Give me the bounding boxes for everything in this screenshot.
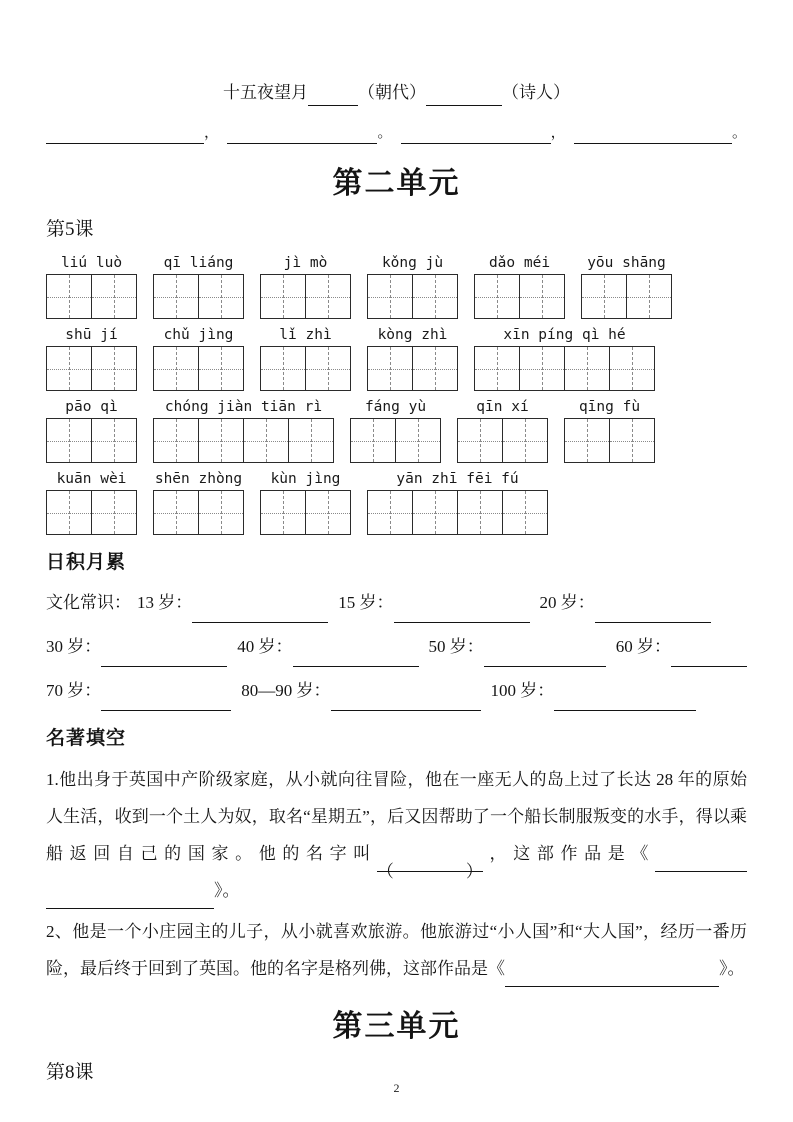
- pinyin-label: jì mò: [283, 255, 328, 271]
- age-entry: [491, 671, 697, 711]
- word-item: [474, 326, 655, 391]
- age-line: [46, 627, 747, 667]
- character-grid: [46, 346, 137, 391]
- poem-blank-segment: [227, 122, 392, 144]
- fill-in-blank: [426, 87, 502, 106]
- writing-cell: [458, 491, 503, 534]
- pinyin-label: qīn xí: [476, 399, 529, 415]
- character-grid: [367, 490, 548, 535]
- fill-in-blank: [401, 127, 551, 144]
- age-line: [46, 671, 747, 711]
- pinyin-label: yān zhī fēi fú: [396, 471, 519, 487]
- age-label: 50 岁：: [428, 637, 484, 656]
- fill-in-blank: [192, 604, 328, 623]
- punctuation: 。: [377, 125, 393, 141]
- age-entry: [46, 627, 227, 667]
- lesson5-title: 第5课: [46, 219, 94, 240]
- writing-cell: [520, 275, 564, 318]
- character-grid: [46, 418, 137, 463]
- fill-in-blank: [554, 692, 696, 711]
- fill-in-blank: [227, 127, 377, 144]
- writing-cell: [627, 275, 671, 318]
- character-grid: [46, 490, 137, 535]
- fill-in-blank: [293, 648, 419, 667]
- writing-cell: [289, 419, 333, 462]
- age-label: 40 岁：: [237, 637, 293, 656]
- age-line: [46, 583, 747, 623]
- age-label: 80—90 岁：: [241, 681, 331, 700]
- fill-in-blank: [505, 968, 557, 987]
- fill-in-blank: [308, 87, 358, 106]
- pinyin-label: fáng yù: [364, 399, 427, 415]
- word-item: [153, 398, 334, 463]
- writing-cell: [154, 491, 199, 534]
- writing-cell: [413, 275, 457, 318]
- word-item: [153, 326, 244, 391]
- age-entry: [46, 671, 231, 711]
- writing-cell: [92, 275, 136, 318]
- writing-cell: [565, 419, 610, 462]
- word-item: [46, 470, 137, 535]
- question-1-paragraph: [46, 761, 747, 909]
- age-label: 15 岁：: [338, 593, 394, 612]
- word-row: [46, 326, 747, 391]
- writing-cell: [199, 275, 243, 318]
- word-item: [260, 254, 351, 319]
- famous-works-heading: 名著填空: [46, 728, 127, 749]
- writing-cell: [261, 347, 306, 390]
- character-grid: [564, 418, 655, 463]
- question-2-paragraph: [46, 913, 747, 987]
- underlined-text: ）: [466, 853, 483, 872]
- writing-cell: [306, 275, 350, 318]
- pinyin-label: kùn jìng: [270, 471, 341, 487]
- character-grid: [153, 418, 334, 463]
- unit3-title: 第三单元: [332, 1010, 461, 1043]
- writing-cell: [92, 419, 136, 462]
- writing-cell: [475, 275, 520, 318]
- text-run: 十五夜望月: [223, 83, 308, 102]
- word-item: [367, 326, 458, 391]
- text-run: 》。: [214, 881, 240, 900]
- pinyin-label: shēn zhòng: [154, 471, 243, 487]
- writing-cell: [306, 347, 350, 390]
- writing-cell: [475, 347, 520, 390]
- text-run: ，这部作品是《: [482, 844, 656, 863]
- writing-cell: [306, 491, 350, 534]
- writing-cell: [503, 491, 547, 534]
- age-label: 70 岁：: [46, 681, 102, 700]
- word-item: [581, 254, 672, 319]
- word-item: [367, 254, 458, 319]
- writing-cell: [154, 275, 199, 318]
- fill-in-blank: [331, 692, 481, 711]
- poem-blank-segment: [46, 122, 219, 144]
- word-item: [474, 254, 565, 319]
- word-item: [260, 326, 351, 391]
- writing-cell: [154, 347, 199, 390]
- writing-cell: [582, 275, 627, 318]
- age-entry: [429, 627, 606, 667]
- pinyin-label: liú luò: [60, 255, 123, 271]
- writing-cell: [413, 347, 457, 390]
- writing-cell: [199, 491, 243, 534]
- writing-cell: [92, 491, 136, 534]
- writing-cell: [199, 347, 243, 390]
- writing-cell: [351, 419, 396, 462]
- lesson8-title: 第8课: [46, 1062, 94, 1083]
- writing-cell: [368, 347, 413, 390]
- age-entry: [241, 671, 480, 711]
- fill-in-blank: [394, 604, 530, 623]
- pinyin-label: qīng fù: [578, 399, 641, 415]
- word-row: [46, 398, 747, 463]
- poem-blank-segment: [401, 122, 566, 144]
- fill-in-blank: [394, 853, 466, 872]
- age-entry: [338, 583, 529, 623]
- word-item: [46, 254, 137, 319]
- word-item: [46, 398, 137, 463]
- age-label: 13 岁：: [137, 593, 193, 612]
- text-run: 1.他出身于英国中产阶级家庭，从小就向往冒险，他在一座无人的岛上过了长达 28 年的原始人生活，收到一个土人为奴，取名“星期五”，后又因帮助了一个船长制服叛变的水手，得以乘船返回自己的国家。他的名字叫: [46, 770, 747, 863]
- writing-cell: [610, 419, 654, 462]
- text-run: （诗人）: [502, 83, 570, 102]
- character-grid: [457, 418, 548, 463]
- character-grid: [350, 418, 441, 463]
- writing-cell: [154, 419, 199, 462]
- fill-in-blank: [101, 648, 227, 667]
- text-run: 2、他是一个小庄园主的儿子，从小就喜欢旅游。他旅游过“小人国”和“大人国”，经历一番历险，最后终于回到了英国。他的名字是格列佛，这部作品是《: [46, 922, 747, 978]
- pinyin-label: qī liáng: [163, 255, 234, 271]
- page-number: 2: [393, 1081, 400, 1095]
- underlined-text: （: [377, 853, 394, 872]
- character-grid: [367, 346, 458, 391]
- fill-in-blank: [671, 648, 747, 667]
- writing-cell: [47, 275, 92, 318]
- word-row: [46, 470, 747, 535]
- fill-in-blank: [655, 853, 747, 872]
- fill-in-blank: [46, 127, 204, 144]
- writing-cell: [47, 347, 92, 390]
- text-run: （朝代）: [358, 83, 426, 102]
- character-grid: [367, 274, 458, 319]
- word-item: [367, 470, 548, 535]
- writing-cell: [368, 275, 413, 318]
- pinyin-label: xīn píng qì hé: [503, 327, 626, 343]
- pinyin-label: shū jí: [65, 327, 118, 343]
- famous-works-questions: [46, 761, 747, 987]
- poem-fill-blanks-line: [46, 122, 747, 144]
- pinyin-label: kǒng jù: [381, 255, 444, 271]
- punctuation: 。: [731, 125, 747, 141]
- word-item: [564, 398, 655, 463]
- punctuation: ，: [204, 125, 220, 141]
- word-item: [153, 254, 244, 319]
- poem-title-line: [46, 80, 747, 106]
- culture-knowledge-label: 文化常识：: [46, 593, 131, 612]
- age-entry: [137, 583, 328, 623]
- writing-cell: [458, 419, 503, 462]
- pinyin-label: dǎo méi: [488, 255, 551, 271]
- writing-cell: [199, 419, 244, 462]
- writing-cell: [244, 419, 289, 462]
- pinyin-label: kòng zhì: [377, 327, 448, 343]
- word-item: [350, 398, 441, 463]
- culture-knowledge-lines: [46, 583, 747, 711]
- age-label: 100 岁：: [490, 681, 555, 700]
- pinyin-label: chóng jiàn tiān rì: [164, 399, 323, 415]
- pinyin-writing-grid-rows: [46, 254, 747, 535]
- age-entry: [540, 583, 711, 623]
- age-entry: [237, 627, 418, 667]
- writing-cell: [92, 347, 136, 390]
- fill-in-blank: [557, 968, 719, 987]
- fill-in-blank: [595, 604, 711, 623]
- fill-in-blank: [484, 648, 606, 667]
- character-grid: [46, 274, 137, 319]
- writing-cell: [413, 491, 458, 534]
- word-item: [457, 398, 548, 463]
- character-grid: [153, 346, 244, 391]
- writing-cell: [565, 347, 610, 390]
- unit2-title: 第二单元: [332, 167, 461, 200]
- writing-cell: [520, 347, 565, 390]
- character-grid: [474, 274, 565, 319]
- character-grid: [260, 346, 351, 391]
- text-run: 》。: [719, 959, 745, 978]
- poem-blank-segment: [574, 122, 747, 144]
- writing-cell: [503, 419, 547, 462]
- writing-cell: [47, 491, 92, 534]
- writing-cell: [261, 491, 306, 534]
- accumulation-heading: 日积月累: [46, 552, 127, 573]
- character-grid: [474, 346, 655, 391]
- character-grid: [581, 274, 672, 319]
- pinyin-label: yōu shāng: [587, 255, 666, 271]
- fill-in-blank: [46, 890, 214, 909]
- character-grid: [153, 490, 244, 535]
- writing-cell: [47, 419, 92, 462]
- age-label: 30 岁：: [46, 637, 102, 656]
- fill-in-blank: [101, 692, 231, 711]
- character-grid: [260, 274, 351, 319]
- punctuation: ，: [550, 125, 566, 141]
- pinyin-label: chǔ jìng: [163, 327, 234, 343]
- character-grid: [260, 490, 351, 535]
- word-item: [46, 326, 137, 391]
- writing-cell: [610, 347, 654, 390]
- writing-cell: [261, 275, 306, 318]
- character-grid: [153, 274, 244, 319]
- word-row: [46, 254, 747, 319]
- pinyin-label: pāo qì: [65, 399, 118, 415]
- fill-in-blank: [574, 127, 732, 144]
- age-entry: [616, 627, 747, 667]
- writing-cell: [396, 419, 440, 462]
- age-label: 20 岁：: [539, 593, 595, 612]
- writing-cell: [368, 491, 413, 534]
- pinyin-label: kuān wèi: [56, 471, 127, 487]
- word-item: [153, 470, 244, 535]
- age-label: 60 岁：: [615, 637, 671, 656]
- pinyin-label: lǐ zhì: [279, 327, 332, 343]
- word-item: [260, 470, 351, 535]
